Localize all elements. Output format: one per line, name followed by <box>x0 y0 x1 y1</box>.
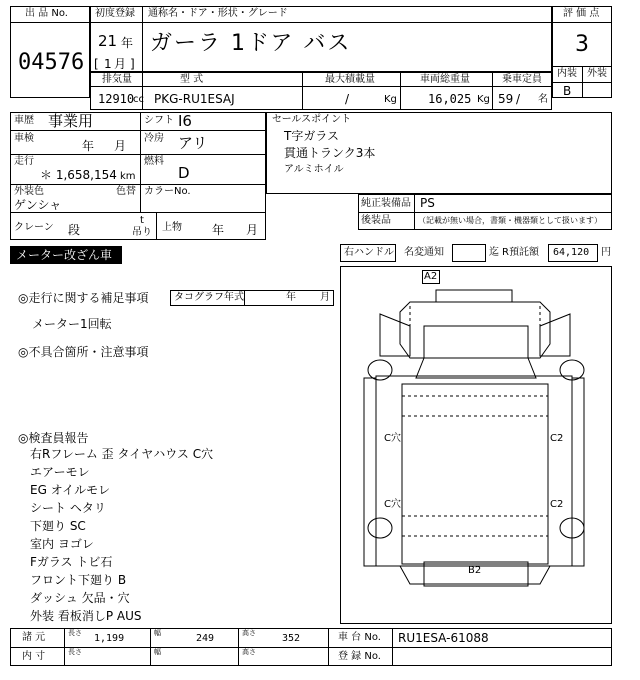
damage-mark: C穴 <box>384 499 401 510</box>
mileage-value: ＊ 1,658,154 <box>40 168 117 182</box>
inspection-month-unit: 月 <box>114 139 127 153</box>
history-value: 事業用 <box>48 112 94 130</box>
inspector-item: シート ヘタリ <box>30 501 106 515</box>
model-name: ガーラ 1ドア バス <box>150 31 352 56</box>
mileage-label: 走行 <box>14 156 34 167</box>
interior-label: 内装 <box>557 68 577 79</box>
crane-stage: 段 <box>68 223 81 237</box>
sales-point-item: 貫通トランク3本 <box>284 146 376 160</box>
crane-label: クレーン <box>14 222 54 233</box>
displacement-label: 排気量 <box>102 74 132 85</box>
auction-sheet: 出 品 No. 04576 初度登録 通称名・ドア・形状・グレード 21 年 [ 1 月 ] ガーラ 1ドア バス 評 価 点 3 内装 外装 B 排気量 型 式 最大積載量 車両総重量 乗車定員 12910 cc PKG-RU1ESAJ / Kg 16,025 Kg 59 / 名 車歴 事業用 シフト I6 車検 年 月 冷房 アリ 走行 ＊ 1,658,154 km 燃料 D 外装色 ゲンシャ 色替 カラーNo. クレーン 段 t 吊り 上物 年 月 セールスポイント T字ガラス 貫通トランク3本 アルミホイル 純正装備品 PS 後装品 （記載が無い場合，書類・機器類として扱います） メーター改ざん車 右ハンドル 名変通知 迄 R預託額 64,120 円 ◎走行に関する補足事項 タコグラフ年式 年 月 メーター1回転 ◎不具合箇所・注意事項 ◎検査員報告 右Rフレーム 歪 タイヤハウス C穴 エアーモレ EG オイルモレ シート ヘタリ 下廻り SC 室内 ヨゴレ Fガラス トビ石 フロント下廻り B ダッシュ 欠品・穴 外装 看板消しP AUS A2 C穴 C2 C穴 C2 B2 諸 元 長さ 1,199 幅 249 高さ 352 車 台 No. RU1ESA-61088 内 寸 長さ 幅 高さ 登 録 No. <box>0 0 640 680</box>
color-no-label: カラーNo. <box>144 186 191 197</box>
chassis-value: RU1ESA-61088 <box>398 631 489 645</box>
inspector-item: ダッシュ 欠品・穴 <box>30 591 130 605</box>
history-label: 車歴 <box>14 115 34 126</box>
name-change-until: 迄 <box>489 247 499 258</box>
mileage-unit: km <box>120 171 136 182</box>
crane-lift: 吊り <box>132 227 152 238</box>
exterior-label: 外装 <box>587 68 607 79</box>
inspector-item: エアーモレ <box>30 465 90 479</box>
displacement-unit: cc <box>133 94 144 105</box>
sales-point-item: T字ガラス <box>284 129 339 143</box>
score-value: 3 <box>575 32 589 57</box>
inspection-label: 車検 <box>14 133 34 144</box>
color-change-label: 色替 <box>116 186 136 197</box>
aftermarket-label: 後装品 <box>361 215 391 226</box>
inner-length-label: 長さ <box>68 648 82 656</box>
lot-number: 04576 <box>18 50 85 75</box>
interior-grade: B <box>563 84 572 98</box>
width-value: 249 <box>196 633 215 644</box>
name-change-label: 名変通知 <box>404 247 444 258</box>
crane-t: t <box>140 215 144 226</box>
capacity-label: 乗車定員 <box>502 74 542 85</box>
name-label: 通称名・ドア・形状・グレード <box>148 8 288 19</box>
genuine-equipment-value: PS <box>420 196 435 210</box>
inspection-year-unit: 年 <box>82 139 95 153</box>
inspector-item: 外装 看板消しP AUS <box>30 609 142 623</box>
inspector-item: Fガラス トビ石 <box>30 555 113 569</box>
tachograph-year-unit: 年 <box>286 292 296 303</box>
inner-width-label: 幅 <box>154 648 161 656</box>
damage-mark: A2 <box>424 271 438 282</box>
reg-month-unit: 月 <box>114 57 127 71</box>
damage-mark: C穴 <box>384 433 401 444</box>
max-load-unit: Kg <box>384 94 397 105</box>
ac-value: アリ <box>178 134 208 152</box>
name-change-box <box>452 244 486 262</box>
meter-tampered-banner: メーター改ざん車 <box>10 246 122 264</box>
registration-label: 登 録 No. <box>338 651 381 662</box>
aftermarket-note: （記載が無い場合，書類・機器類として扱います） <box>418 216 602 225</box>
gross-weight-unit: Kg <box>477 94 490 105</box>
capacity-unit: 名 <box>538 94 548 105</box>
sales-point-item: アルミホイル <box>284 164 344 175</box>
inner-dimensions-label: 内 寸 <box>22 651 46 662</box>
recycle-unit: 円 <box>601 247 611 258</box>
width-label: 幅 <box>154 629 161 637</box>
shift-label: シフト <box>144 115 174 126</box>
tachograph-label: タコグラフ年式 <box>174 292 244 303</box>
driving-note-item: メーター1回転 <box>32 317 112 331</box>
inspector-item: 下廻り SC <box>30 519 86 533</box>
chassis-label: 車 台 No. <box>338 632 381 643</box>
inner-height-label: 高さ <box>242 648 256 656</box>
defect-notes-title: ◎不具合箇所・注意事項 <box>18 345 149 359</box>
reg-month: 1 <box>104 57 112 71</box>
score-label: 評 価 点 <box>563 8 600 19</box>
height-value: 352 <box>282 633 301 644</box>
inspector-item: フロント下廻り B <box>30 573 127 587</box>
fuel-value: D <box>178 164 190 182</box>
ext-color-label: 外装色 <box>14 186 44 197</box>
capacity-sep: / <box>516 92 521 106</box>
genuine-equipment-label: 純正装備品 <box>361 198 411 209</box>
dimensions-label: 諸 元 <box>22 632 46 643</box>
reg-year-unit: 年 <box>121 36 134 50</box>
length-value: 1,199 <box>94 633 125 644</box>
damage-mark: C2 <box>550 499 564 510</box>
right-hand-label: 右ハンドル <box>344 247 394 258</box>
ext-color-value: ゲンシャ <box>14 198 62 212</box>
recycle-value: 64,120 <box>553 247 590 258</box>
inspector-item: EG オイルモレ <box>30 483 111 497</box>
damage-mark: C2 <box>550 433 564 444</box>
model-value: PKG-RU1ESAJ <box>154 92 235 106</box>
model-label: 型 式 <box>180 74 204 85</box>
lot-label: 出 品 No. <box>25 8 68 19</box>
recycle-label: R預託額 <box>502 247 539 258</box>
displacement-value: 12910 <box>98 92 135 106</box>
damage-mark: B2 <box>468 565 482 576</box>
gross-weight-value: 16,025 <box>428 92 472 106</box>
loading-label: 上物 <box>162 222 182 233</box>
sales-point-label: セールスポイント <box>272 114 352 125</box>
tachograph-month-unit: 月 <box>320 292 330 303</box>
inspector-item: 右Rフレーム 歪 タイヤハウス C穴 <box>30 447 214 461</box>
gross-weight-label: 車両総重量 <box>420 74 470 85</box>
length-label: 長さ <box>68 629 82 637</box>
reg-year: 21 <box>98 32 118 50</box>
ac-label: 冷房 <box>144 133 164 144</box>
loading-month-unit: 月 <box>246 223 259 237</box>
fuel-label: 燃料 <box>144 156 164 167</box>
inspector-report-title: ◎検査員報告 <box>18 431 89 445</box>
max-load-value: / <box>345 92 350 106</box>
driving-notes-title: ◎走行に関する補足事項 <box>18 291 149 305</box>
capacity-value: 59 <box>498 92 514 106</box>
first-reg-label: 初度登録 <box>95 8 135 19</box>
shift-value: I6 <box>178 112 192 130</box>
max-load-label: 最大積載量 <box>325 74 375 85</box>
height-label: 高さ <box>242 629 256 637</box>
loading-year-unit: 年 <box>212 223 225 237</box>
inspector-item: 室内 ヨゴレ <box>30 537 94 551</box>
